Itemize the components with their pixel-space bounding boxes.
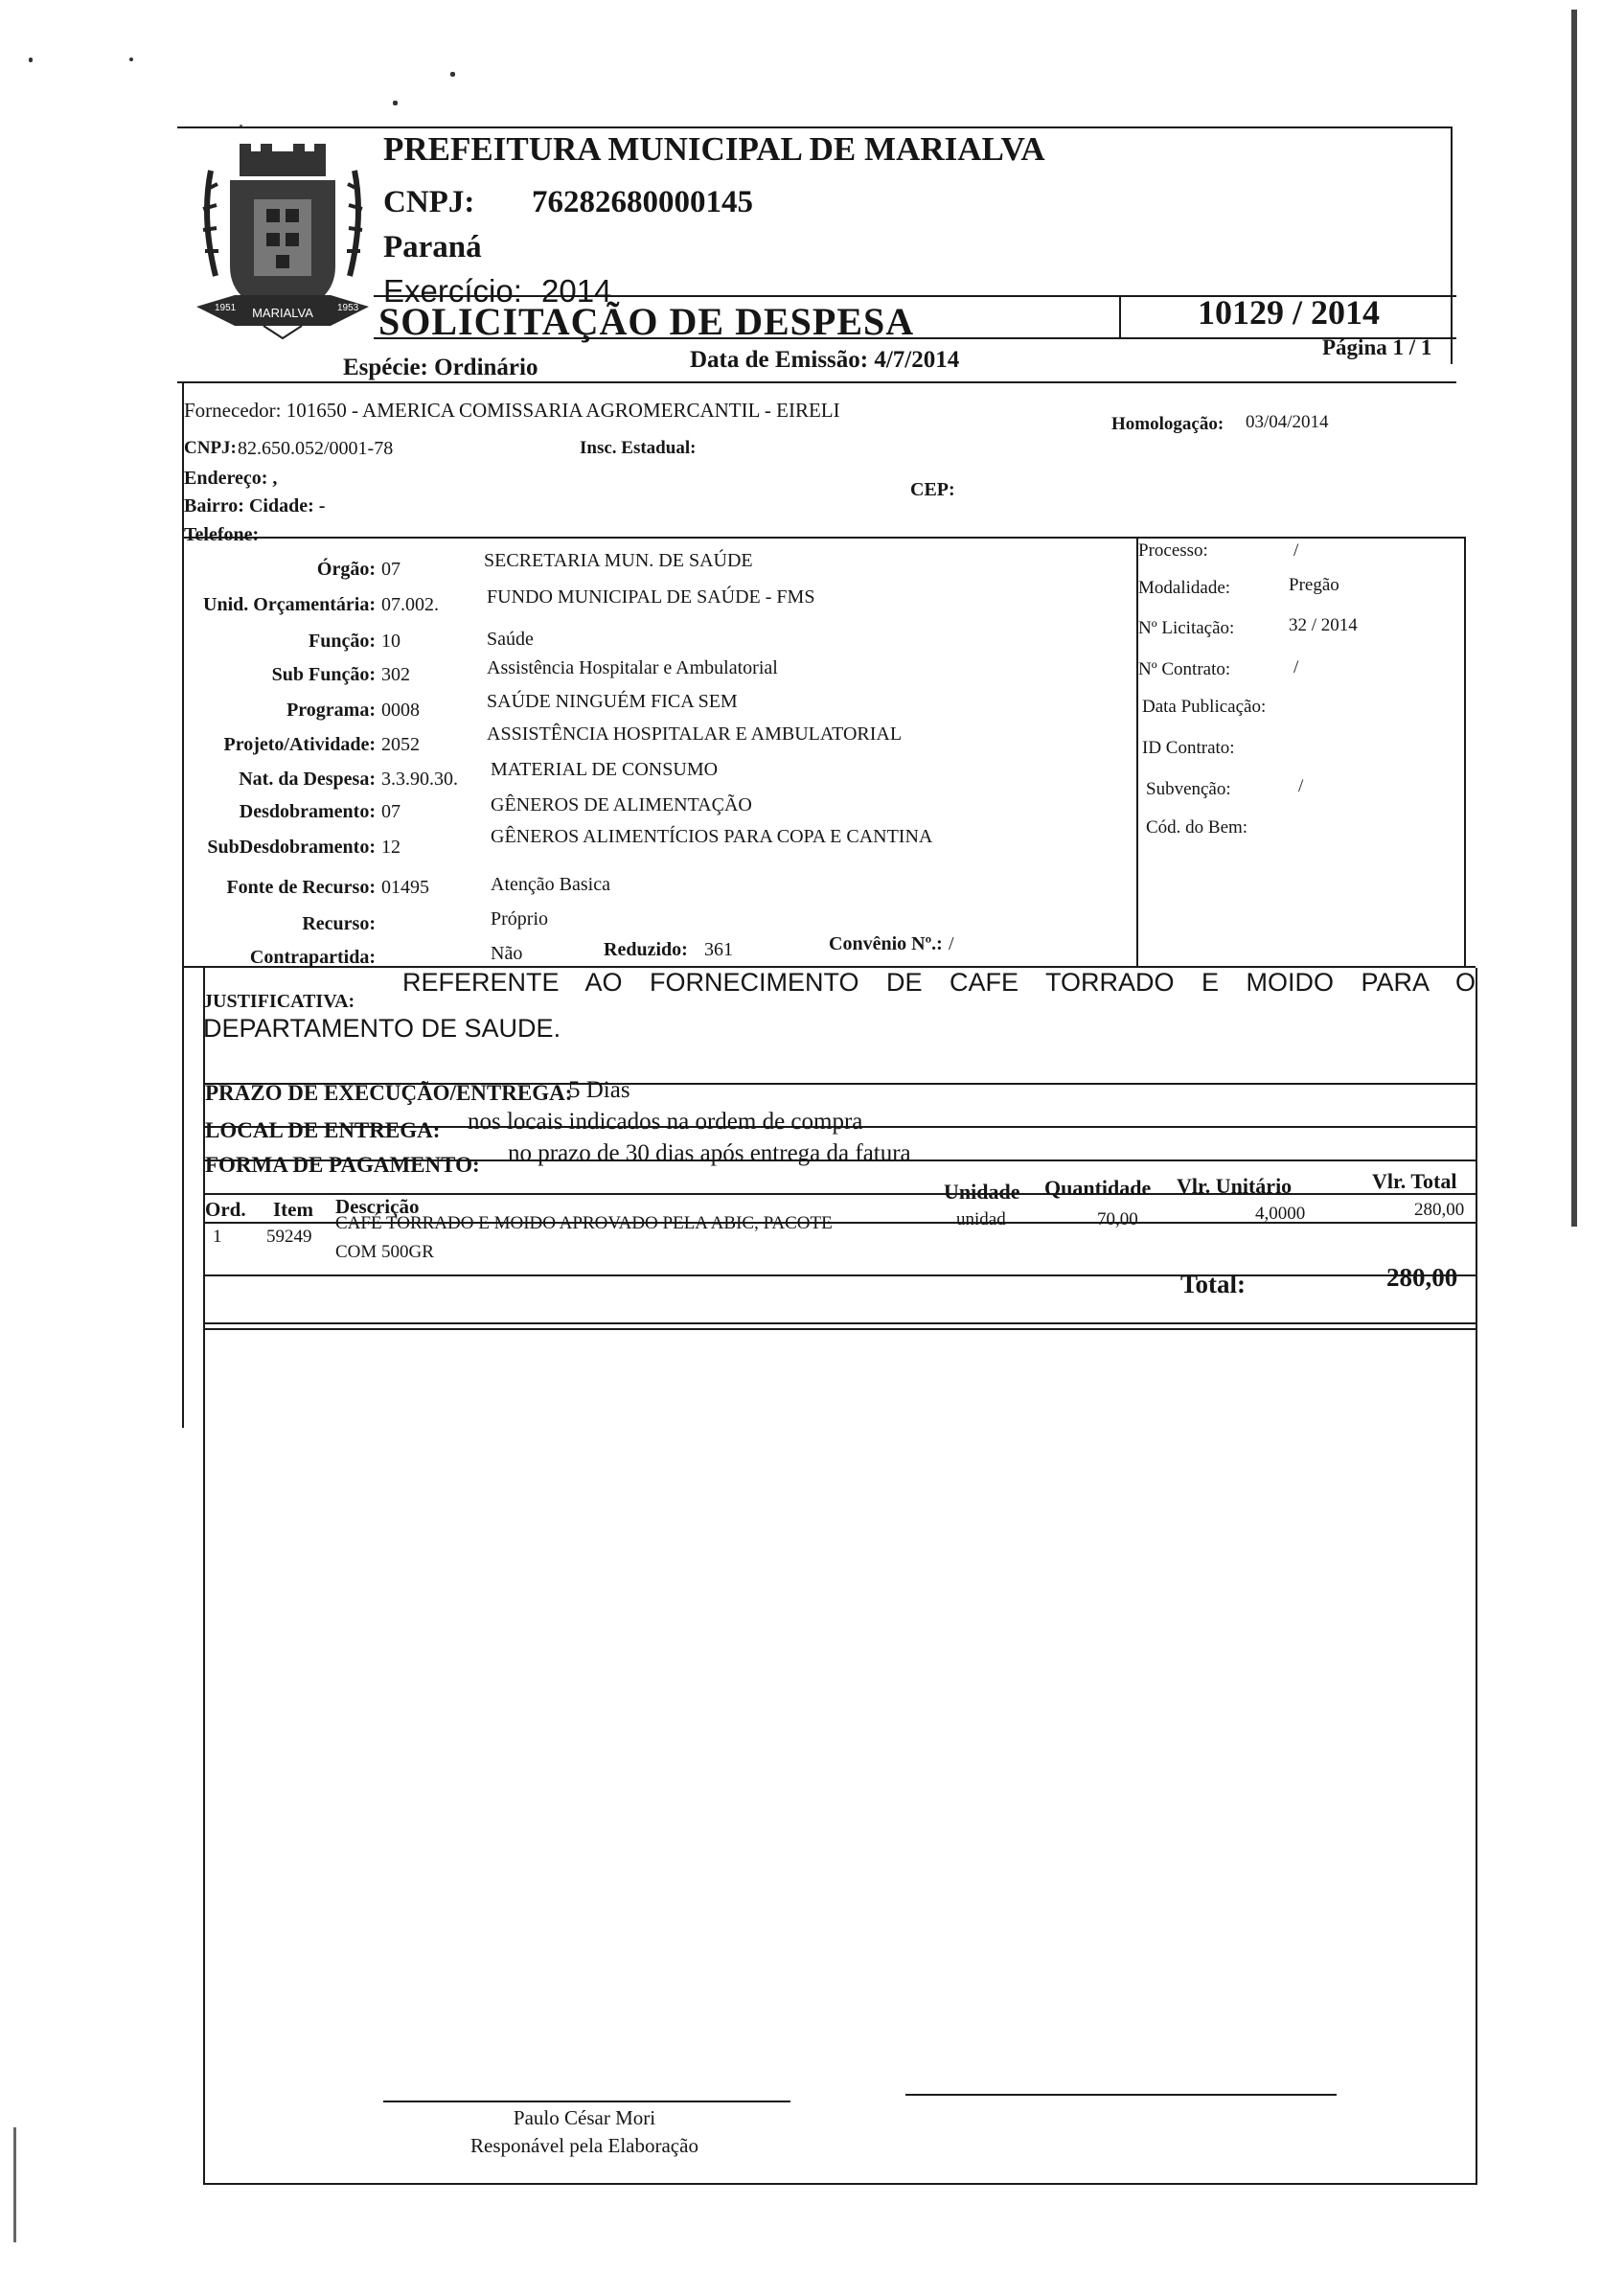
process-label: Cód. do Bem:: [1146, 817, 1248, 838]
header-state: Paraná: [383, 230, 482, 264]
row-unidade: unidad: [956, 1209, 1006, 1229]
col-header-unidade: Unidade: [944, 1180, 1020, 1204]
total-label: Total:: [1180, 1270, 1247, 1298]
budget-desc: Não: [491, 943, 523, 964]
process-label: Subvenção:: [1146, 779, 1231, 799]
supplier-cnpj-label: CNPJ:: [184, 438, 237, 458]
budget-label: Fonte de Recurso:: [226, 877, 376, 898]
budget-label: Projeto/Atividade:: [223, 734, 376, 755]
process-label: Nº Contrato:: [1138, 659, 1231, 679]
budget-label: SubDesdobramento:: [207, 837, 376, 858]
local-value: nos locais indicados na ordem de compra: [468, 1109, 863, 1135]
convenio-value: /: [949, 933, 954, 954]
row-desc-line1: CAFÉ TORRADO E MOIDO APROVADO PELA ABIC, PACOTE: [335, 1213, 833, 1233]
budget-desc: MATERIAL DE CONSUMO: [491, 759, 719, 780]
process-divider: [1136, 537, 1138, 968]
budget-desc: GÊNEROS DE ALIMENTAÇÃO: [491, 794, 752, 815]
supplier: Fornecedor: 101650 - AMERICA COMISSARIA AGROMERCANTIL - EIRELI: [184, 399, 840, 422]
col-header-ord: Ord.: [205, 1198, 246, 1221]
scan-speck: [29, 57, 33, 62]
process-label: Data Publicação:: [1142, 697, 1267, 717]
budget-label: Unid. Orçamentária:: [203, 594, 376, 615]
budget-code: 0008: [381, 700, 420, 721]
neighborhood-city: Bairro: Cidade: -: [184, 495, 326, 517]
items-bottom-line: [203, 1274, 1476, 1276]
process-value: 32 / 2014: [1289, 615, 1358, 635]
budget-label: Desdobramento:: [239, 801, 376, 822]
budget-label: Sub Função:: [271, 664, 376, 685]
crest-banner-text: MARIALVA: [252, 306, 313, 320]
total-bottom-line-2: [203, 1328, 1476, 1330]
especie: Espécie: Ordinário: [343, 355, 538, 380]
budget-code: 3.3.90.30.: [381, 769, 458, 790]
justificativa-label: JUSTIFICATIVA:: [203, 991, 355, 1012]
col-header-item: Item: [273, 1198, 313, 1221]
col-header-unitario: Vlr. Unitário: [1177, 1174, 1293, 1198]
budget-code: 01495: [381, 877, 429, 898]
local-label: LOCAL DE ENTREGA:: [205, 1118, 441, 1142]
budget-desc: SECRETARIA MUN. DE SAÚDE: [484, 550, 753, 571]
row-item: 59249: [266, 1227, 312, 1247]
header-bottom-line: [177, 381, 1456, 383]
convenio-label: Convênio Nº.:: [829, 933, 943, 954]
address: Endereço: ,: [184, 468, 278, 489]
process-label: Nº Licitação:: [1138, 618, 1235, 638]
budget-label: Nat. da Despesa:: [239, 769, 376, 790]
frame-right-upper: [1451, 126, 1453, 364]
budget-label: Programa:: [286, 700, 376, 721]
signature-name: Paulo César Mori: [513, 2106, 656, 2129]
row-quantidade: 70,00: [1097, 1209, 1138, 1229]
budget-desc: Atenção Basica: [491, 874, 610, 895]
process-label: Modalidade:: [1138, 578, 1231, 598]
frame-top: [177, 126, 1452, 128]
budget-code: 07.002.: [381, 594, 439, 615]
budget-desc: Próprio: [491, 908, 548, 930]
frame-right-mid: [1464, 537, 1466, 968]
frame-right-lower: [1476, 968, 1477, 2185]
budget-code: 12: [381, 837, 400, 858]
budget-label: Recurso:: [302, 913, 376, 934]
budget-desc: GÊNEROS ALIMENTÍCIOS PARA COPA E CANTINA: [491, 826, 933, 847]
insc-estadual-label: Insc. Estadual:: [580, 438, 697, 458]
budget-code: 07: [381, 559, 400, 580]
crest-year-left: 1951: [215, 303, 237, 313]
process-value: /: [1293, 540, 1299, 561]
col-header-total: Vlr. Total: [1372, 1169, 1457, 1193]
cep-label: CEP:: [910, 479, 955, 500]
process-value: /: [1298, 776, 1304, 796]
scan-speck: [129, 57, 133, 61]
row-desc-line2: COM 500GR: [335, 1242, 434, 1262]
row-ord: 1: [213, 1227, 222, 1247]
page-indicator: Página 1 / 1: [1322, 335, 1432, 359]
row-total: 280,00: [1414, 1200, 1465, 1220]
signature-line-right: [905, 2094, 1337, 2096]
budget-desc: Assistência Hospitalar e Ambulatorial: [487, 657, 778, 678]
budget-label: Órgão:: [316, 559, 376, 580]
scan-speck: [450, 72, 455, 77]
budget-code: 07: [381, 801, 400, 822]
scan-speck: [393, 101, 398, 105]
justificativa-line2: DEPARTAMENTO DE SAUDE.: [203, 1014, 561, 1043]
budget-label: Função:: [309, 631, 376, 652]
frame-left-lower: [203, 968, 205, 2185]
forma-label: FORMA DE PAGAMENTO:: [205, 1153, 480, 1177]
reduzido-label: Reduzido:: [604, 939, 688, 960]
total-bottom-line: [203, 1322, 1476, 1324]
process-label: Processo:: [1138, 540, 1208, 561]
process-value: /: [1293, 657, 1299, 677]
prazo-value: 5 Dias: [568, 1077, 630, 1103]
col-header-desc: Descrição: [335, 1195, 420, 1218]
budget-desc: ASSISTÊNCIA HOSPITALAR E AMBULATORIAL: [487, 723, 903, 745]
document-title: SOLICITAÇÃO DE DESPESA: [378, 300, 915, 343]
forma-value: no prazo de 30 dias após entrega da fatura: [508, 1140, 911, 1166]
budget-desc: Saúde: [487, 629, 534, 650]
org-name: PREFEITURA MUNICIPAL DE MARIALVA: [383, 130, 1045, 168]
coat-of-arms-logo: [192, 142, 374, 343]
frame-bottom: [203, 2183, 1477, 2185]
phone: Telefone:: [184, 524, 260, 545]
header-cnpj-value: 76282680000145: [532, 185, 753, 219]
row-unitario: 4,0000: [1255, 1204, 1306, 1224]
prazo-label: PRAZO DE EXECUÇÃO/ENTREGA:: [205, 1081, 573, 1105]
crest-year-right: 1953: [337, 303, 359, 313]
budget-code: 10: [381, 631, 400, 652]
col-header-quantidade: Quantidade: [1044, 1176, 1152, 1200]
budget-label: Contrapartida:: [249, 947, 376, 968]
budget-desc: SAÚDE NINGUÉM FICA SEM: [487, 691, 738, 712]
homologation-label: Homologação:: [1111, 414, 1224, 434]
exercise-value: 2014: [541, 273, 612, 309]
emission-date: Data de Emissão: 4/7/2014: [690, 347, 960, 373]
header-cnpj-label: CNPJ:: [383, 185, 475, 219]
reduzido-value: 361: [704, 939, 733, 960]
exercise-label: Exercício:: [383, 273, 522, 309]
title-divider: [1119, 297, 1121, 337]
process-value: Pregão: [1289, 575, 1339, 595]
signature-line-left: [383, 2101, 790, 2102]
supplier-cnpj-value: 82.650.052/0001-78: [238, 438, 394, 459]
budget-desc: FUNDO MUNICIPAL DE SAÚDE - FMS: [487, 586, 815, 608]
justificativa-line1: REFERENTE AO FORNECIMENTO DE CAFE TORRADO E MOIDO PARA O: [402, 968, 1476, 997]
scan-edge: [13, 2127, 16, 2242]
budget-code: 2052: [381, 734, 420, 755]
total-value: 280,00: [1386, 1263, 1458, 1292]
process-label: ID Contrato:: [1142, 738, 1235, 758]
signature-role: Responável pela Elaboração: [470, 2134, 698, 2157]
scan-edge: [1571, 10, 1577, 1227]
document-number: 10129 / 2014: [1198, 293, 1381, 332]
supplier-bottom-line: [184, 537, 1466, 539]
homologation-value: 03/04/2014: [1246, 412, 1329, 432]
budget-code: 302: [381, 664, 410, 685]
